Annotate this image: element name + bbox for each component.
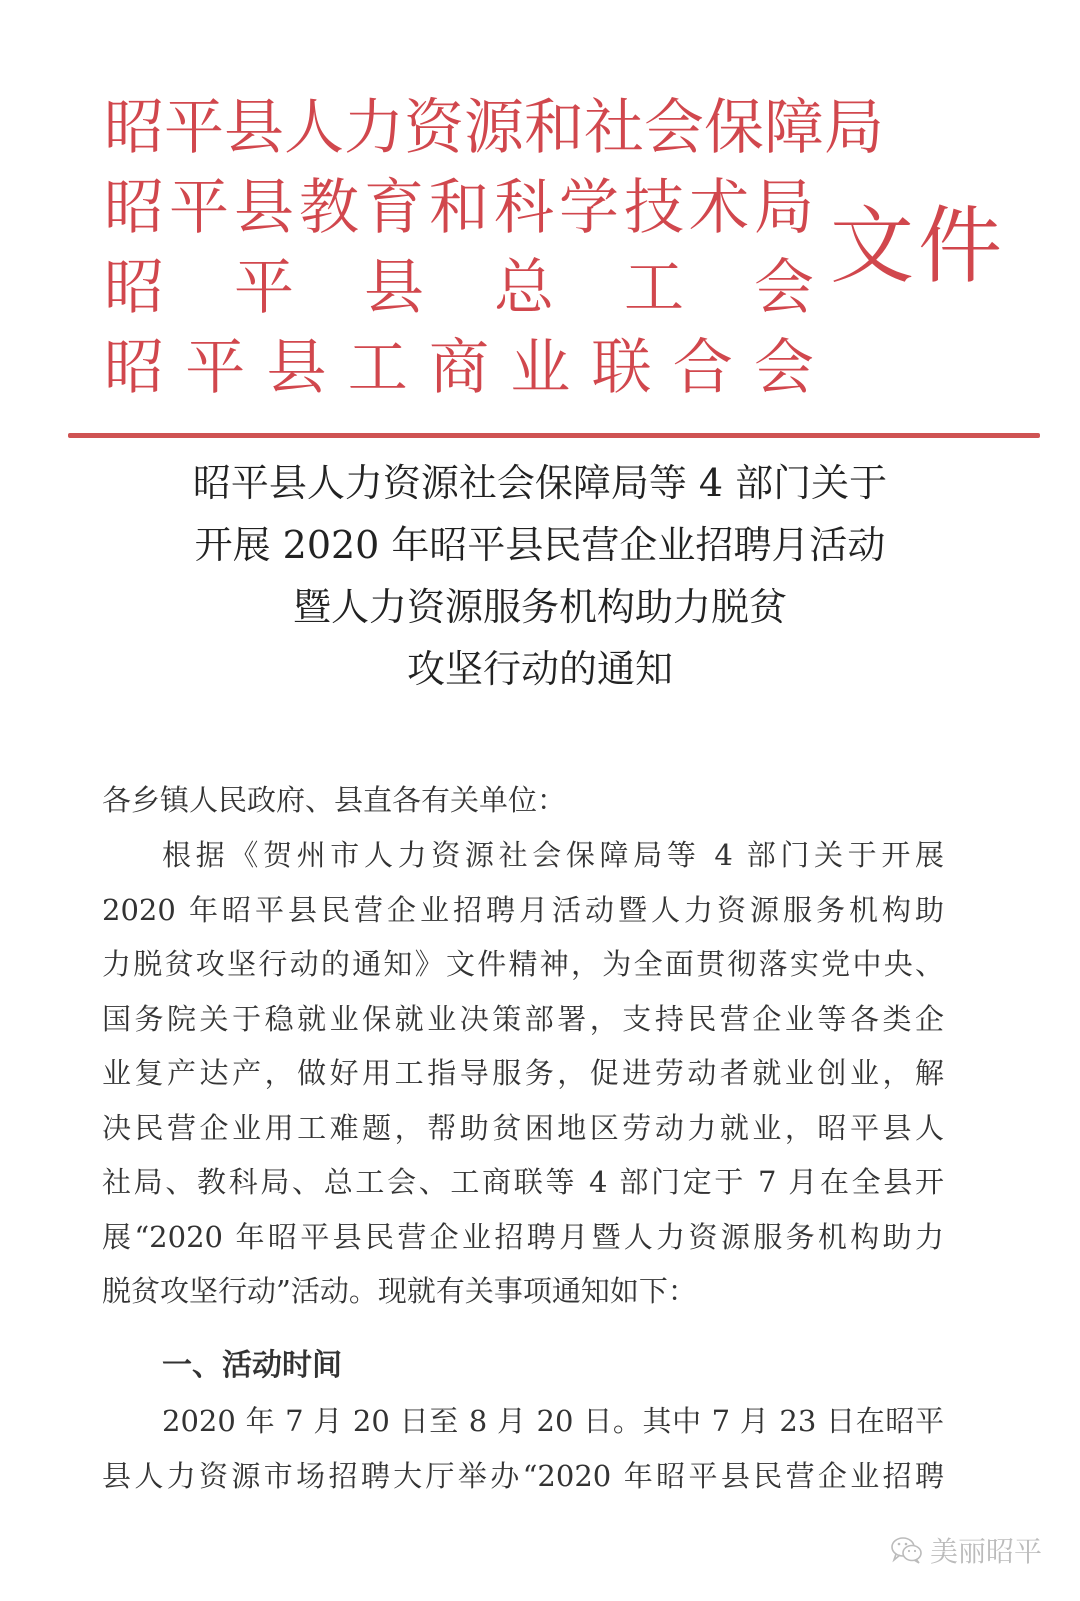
- paragraph-line: 脱贫攻坚行动”活动。现就有关事项通知如下：: [102, 1274, 697, 1308]
- paragraph-line: 业复产达产，做好用工指导服务，促进劳动者就业创业，解: [102, 1056, 944, 1090]
- org-name-trade-union: 昭 平 县 总 工 会: [104, 253, 814, 323]
- wechat-watermark: [890, 1530, 1042, 1570]
- wechat-icon: [890, 1535, 924, 1565]
- watermark-text: 美丽昭平: [930, 1535, 1043, 1568]
- paragraph-intro: [102, 828, 944, 1319]
- document-label: 文件: [830, 197, 1007, 295]
- paragraph-line: 展“2020 年昭平县民营企业招聘月暨人力资源服务机构助力: [102, 1219, 944, 1254]
- org-name-education-bureau: 昭平县教育和科学技术局: [104, 173, 814, 243]
- paragraph-line: 2020 年昭平县民营企业招聘月活动暨人力资源服务机构助: [102, 892, 944, 927]
- paragraph-line: 决民营企业用工难题，帮助贫困地区劳动力就业，昭平县人: [102, 1110, 944, 1145]
- salutation: 各乡镇人民政府、县直各有关单位：: [102, 783, 567, 817]
- paragraph-line: 国务院关于稳就业保就业决策部署，支持民营企业等各类企: [102, 1001, 944, 1036]
- document-title: [0, 452, 1080, 700]
- title-line: 攻坚行动的通知: [406, 647, 673, 691]
- red-divider-rule: [68, 433, 1040, 438]
- paragraph-line: 根据《贺州市人力资源社会保障局等 4 部门关于开展: [162, 838, 944, 872]
- org-name-hrss-bureau: 昭平县人力资源和社会保障局: [104, 93, 884, 163]
- paragraph-line: 力脱贫攻坚行动的通知》文件精神，为全面贯彻落实党中央、: [102, 947, 944, 981]
- paragraph-line: 社局、教科局、总工会、工商联等 4 部门定于 7 月在全县开: [102, 1165, 944, 1199]
- paragraph-activity-time: [102, 1394, 944, 1503]
- title-line: 昭平县人力资源社会保障局等 4 部门关于: [192, 461, 888, 505]
- paragraph-line: 县人力资源市场招聘大厅举办“2020 年昭平县民营企业招聘: [102, 1458, 944, 1493]
- title-line: 暨人力资源服务机构助力脱贫: [292, 585, 787, 629]
- title-line: 开展 2020 年昭平县民营企业招聘月活动: [194, 523, 886, 567]
- org-name-commerce-federation: 昭平县工商业联合会: [104, 333, 814, 403]
- paragraph-line: 2020 年 7 月 20 日至 8 月 20 日。其中 7 月 23 日在昭平: [162, 1404, 944, 1438]
- section-heading-activity-time: 一、活动时间: [162, 1348, 342, 1383]
